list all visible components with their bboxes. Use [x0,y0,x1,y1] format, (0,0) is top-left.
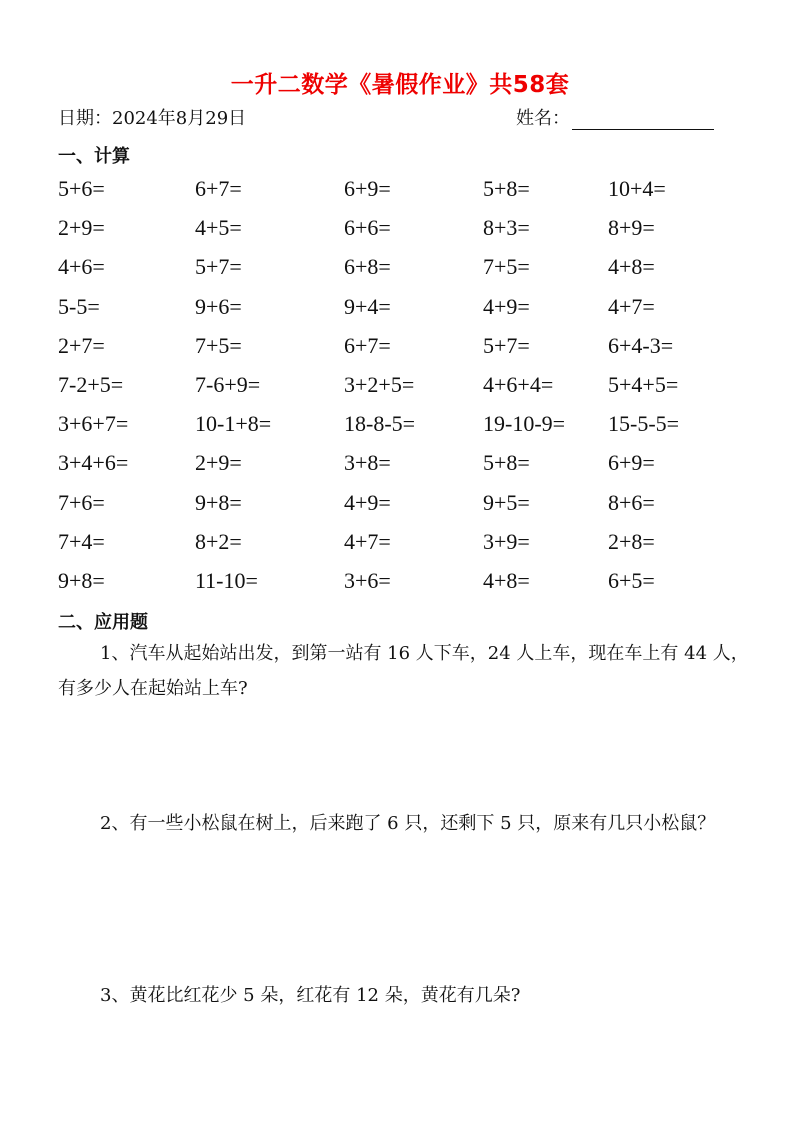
calc-item: 3+6+7= [58,411,129,437]
calc-item: 2+9= [58,215,105,241]
calc-item: 7-2+5= [58,371,124,397]
calc-item: 9+5= [483,489,530,515]
calc-item: 8+3= [483,215,530,241]
calc-item: 4+8= [483,567,530,593]
calc-item: 3+4+6= [58,450,129,476]
calc-item: 18-8-5= [344,411,416,437]
calc-item: 15-5-5= [608,411,680,437]
word-problem-3: 3、黄花比红花少 5 朵，红花有 12 朵，黄花有几朵? [100,985,521,1006]
calc-item: 4+9= [344,489,391,515]
calc-item: 4+9= [483,293,530,319]
calc-item: 9+6= [195,293,242,319]
calc-item: 8+9= [608,215,655,241]
calc-item: 3+9= [483,528,530,554]
calc-item: 8+6= [608,489,655,515]
calc-item: 2+9= [195,450,242,476]
calc-item: 4+6= [58,254,105,280]
calc-section-title: 一、计算 [58,146,130,167]
calc-item: 6+7= [344,332,391,358]
calc-item: 4+7= [608,293,655,319]
calc-item: 5+6= [58,176,105,201]
calc-item: 10-1+8= [195,411,272,437]
calc-item: 6+5= [608,567,655,593]
calc-item: 9+4= [344,293,391,319]
calc-item: 7+5= [483,254,530,280]
calc-item: 4+6+4= [483,371,554,397]
calc-item: 7+6= [58,489,105,515]
name-field [516,104,714,130]
calc-item: 3+2+5= [344,371,415,397]
date-label: 日期：2024年8月29日 [58,108,247,129]
calc-item: 4+7= [344,528,391,554]
calc-item: 7+4= [58,528,105,554]
calc-item: 4+8= [608,254,655,280]
calc-item: 6+9= [608,450,655,476]
name-label: 姓名： [516,108,570,129]
calc-item: 4+5= [195,215,242,241]
calc-item: 2+7= [58,332,105,358]
page-title: 一升二数学《暑假作业》共58套 [230,72,570,98]
calc-item: 5+7= [483,332,530,358]
word-problem-2: 2、有一些小松鼠在树上，后来跑了 6 只，还剩下 5 只，原来有几只小松鼠？ [100,813,716,834]
calc-item: 5+4+5= [608,371,679,397]
calc-item: 6+4-3= [608,332,674,358]
calc-item: 3+6= [344,567,391,593]
calc-item: 6+7= [195,176,242,201]
calc-item: 5+8= [483,176,530,201]
calc-item: 19-10-9= [483,411,566,437]
calc-item: 6+8= [344,254,391,280]
calc-item: 5+7= [195,254,242,280]
calc-item: 6+6= [344,215,391,241]
calc-item: 5+8= [483,450,530,476]
calc-item: 10+4= [608,176,666,201]
calc-item: 7+5= [195,332,242,358]
calc-item: 9+8= [58,567,105,593]
calc-item: 7-6+9= [195,371,261,397]
name-blank-line[interactable] [572,109,714,130]
calc-item: 6+9= [344,176,391,201]
calc-item: 3+8= [344,450,391,476]
calc-item: 5-5= [58,293,100,319]
word-problem-1: 1、汽车从起始站出发，到第一站有 16 人下车，24 人上车，现在车上有 44 人，有多少人在起始站上车? [58,643,749,699]
apply-section-title: 二、应用题 [58,612,148,633]
calc-item: 9+8= [195,489,242,515]
calc-item: 11-10= [195,567,258,593]
calc-item: 2+8= [608,528,655,554]
calc-item: 8+2= [195,528,242,554]
